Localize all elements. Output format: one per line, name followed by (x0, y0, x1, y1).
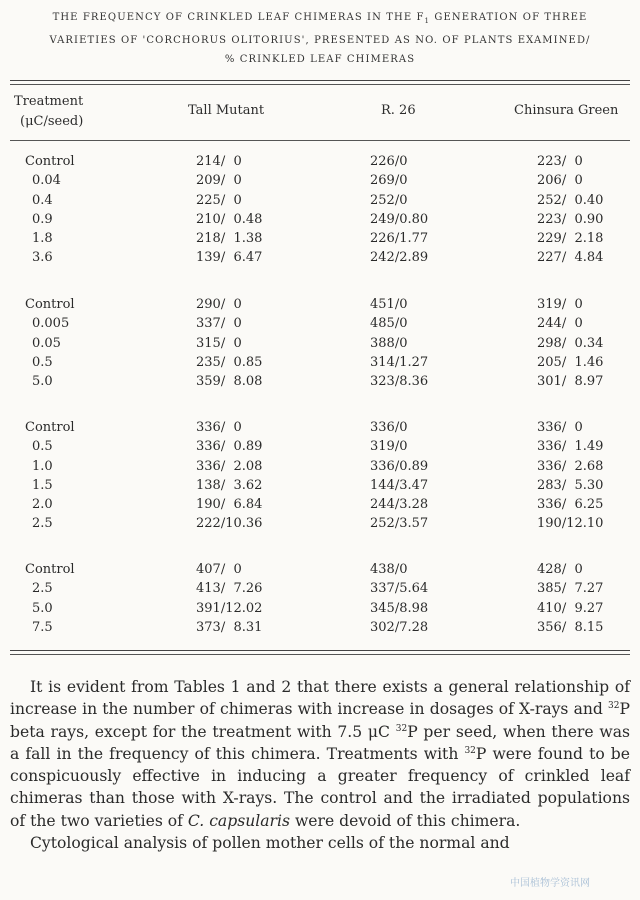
r26-cell: 144/3.47 (370, 477, 429, 493)
chinsura-green-cell: 301/ 8.97 (537, 374, 604, 390)
chinsura-green-cell: 244/ 0 (537, 316, 583, 332)
chinsura-green-cell: 336/ 2.68 (537, 458, 604, 474)
treatment-cell: 1.5 (32, 477, 53, 493)
table-row (0, 618, 640, 637)
treatment-cell: 2.5 (32, 516, 53, 532)
tall-mutant-cell: 373/ 8.31 (196, 619, 263, 635)
treatment-cell: Control (25, 562, 75, 577)
r26-cell: 323/8.36 (370, 374, 429, 390)
r26-cell: 252/3.57 (370, 516, 429, 532)
tall-mutant-cell: 315/ 0 (196, 335, 242, 351)
chinsura-green-cell: 252/ 0.40 (537, 192, 604, 208)
treatment-cell: 7.5 (32, 619, 53, 635)
treatment-cell: 0.05 (32, 335, 61, 351)
chinsura-green-cell: 229/ 2.18 (537, 231, 604, 247)
treatment-cell: Control (25, 297, 75, 312)
r26-cell: 249/0.80 (370, 211, 429, 227)
table-row (0, 579, 640, 598)
tall-mutant-cell: 190/ 6.84 (196, 497, 263, 513)
r26-cell: 242/2.89 (370, 250, 429, 266)
r26-cell: 337/5.64 (370, 581, 429, 597)
tall-mutant-cell: 209/ 0 (196, 173, 242, 189)
table-row (0, 476, 640, 495)
table-group-4 (0, 560, 640, 637)
chinsura-green-cell: 336/ 0 (537, 420, 583, 435)
r26-cell: 226/1.77 (370, 231, 429, 247)
chinsura-green-cell: 205/ 1.46 (537, 354, 604, 370)
table-group-2 (0, 295, 640, 391)
treatment-cell: 5.0 (32, 600, 53, 616)
table-bottom-rule (10, 650, 630, 651)
treatment-cell: 0.005 (32, 316, 70, 332)
table-row (0, 191, 640, 210)
r26-cell: 314/1.27 (370, 354, 429, 370)
tall-mutant-cell: 337/ 0 (196, 316, 242, 332)
chinsura-green-cell: 298/ 0.34 (537, 335, 604, 351)
treatment-cell: 1.0 (32, 458, 53, 474)
chinsura-green-cell: 410/ 9.27 (537, 600, 604, 616)
chinsura-green-cell: 190/12.10 (537, 516, 604, 532)
caption-line-3: % CRINKLED LEAF CHIMERAS (224, 54, 416, 65)
header-chinsura-green: Chinsura Green (514, 103, 619, 118)
caption-line-1: THE FREQUENCY OF CRINKLED LEAF CHIMERAS IN THE $F_1$ GENERATION OF THREE (52, 12, 588, 25)
treatment-cell: 2.5 (32, 581, 53, 597)
chinsura-green-cell: 206/ 0 (537, 173, 583, 189)
watermark: 中国植物学资讯网 (510, 878, 590, 889)
chinsura-green-cell: 385/ 7.27 (537, 581, 604, 597)
chinsura-green-cell: 223/ 0.90 (537, 211, 604, 227)
tall-mutant-cell: 290/ 0 (196, 297, 242, 312)
table-row (0, 560, 640, 579)
treatment-cell: 0.5 (32, 439, 53, 455)
treatment-cell: Control (25, 154, 75, 169)
tall-mutant-cell: 413/ 7.26 (196, 581, 263, 597)
table-row (0, 314, 640, 333)
table-top-rule (10, 80, 630, 81)
table-row (0, 457, 640, 476)
r26-cell: 244/3.28 (370, 497, 429, 513)
table-row (0, 418, 640, 437)
chinsura-green-cell: 428/ 0 (537, 562, 583, 577)
tall-mutant-cell: 214/ 0 (196, 154, 242, 169)
table-row (0, 210, 640, 229)
table-row (0, 334, 640, 353)
tall-mutant-cell: 138/ 3.62 (196, 477, 263, 493)
r26-cell: 269/0 (370, 173, 408, 189)
tall-mutant-cell: 359/ 8.08 (196, 374, 263, 390)
r26-cell: 345/8.98 (370, 600, 429, 616)
treatment-cell: Control (25, 420, 75, 435)
table-row (0, 514, 640, 533)
r26-cell: 252/0 (370, 192, 408, 208)
r26-cell: 388/0 (370, 335, 408, 351)
r26-cell: 336/0 (370, 420, 408, 435)
treatment-cell: 1.8 (32, 231, 53, 247)
tall-mutant-cell: 336/ 0 (196, 420, 242, 435)
chinsura-green-cell: 283/ 5.30 (537, 477, 604, 493)
tall-mutant-cell: 225/ 0 (196, 192, 242, 208)
table-row (0, 372, 640, 391)
table-row (0, 599, 640, 618)
body-text (10, 676, 630, 854)
table-row (0, 495, 640, 514)
treatment-cell: 0.04 (32, 173, 61, 189)
tall-mutant-cell: 391/12.02 (196, 600, 263, 616)
table-row (0, 353, 640, 372)
paragraph-2: Cytological analysis of pollen mother cells of the normal and (30, 834, 510, 853)
r26-cell: 336/0.89 (370, 458, 429, 474)
chinsura-green-cell: 336/ 1.49 (537, 439, 604, 455)
treatment-cell: 0.4 (32, 192, 53, 208)
chinsura-green-cell: 227/ 4.84 (537, 250, 604, 266)
table-group-1 (0, 152, 640, 268)
treatment-cell: 0.9 (32, 211, 53, 227)
chinsura-green-cell: 319/ 0 (537, 297, 583, 312)
r26-cell: 485/0 (370, 316, 408, 332)
tall-mutant-cell: 336/ 0.89 (196, 439, 263, 455)
chinsura-green-cell: 223/ 0 (537, 154, 583, 169)
table-row (0, 437, 640, 456)
tall-mutant-cell: 210/ 0.48 (196, 211, 263, 227)
table-row (0, 295, 640, 314)
table-group-3 (0, 418, 640, 534)
header-rule (10, 140, 630, 141)
tall-mutant-cell: 139/ 6.47 (196, 250, 263, 266)
chinsura-green-cell: 336/ 6.25 (537, 497, 604, 513)
r26-cell: 319/0 (370, 439, 408, 455)
tall-mutant-cell: 235/ 0.85 (196, 354, 263, 370)
table-row (0, 229, 640, 248)
treatment-cell: 0.5 (32, 354, 53, 370)
table-row (0, 248, 640, 267)
table-row (0, 171, 640, 190)
treatment-cell: 5.0 (32, 374, 53, 390)
table-row (0, 152, 640, 171)
r26-cell: 302/7.28 (370, 619, 429, 635)
chinsura-green-cell: 356/ 8.15 (537, 619, 604, 635)
treatment-cell: 3.6 (32, 250, 53, 266)
paragraph-1: It is evident from Tables 1 and 2 that there exists a general relationship of increase in the number of chimeras with increase in dosages of X-rays and $^{32}$P beta rays, except for the treatment with 7.5 μC $^{32}$P per seed, when there was a fall in the frequency of this chimera. Treatments with $^{32}$P were found to be conspicuously effective in inducing a greater frequency of crinkled leaf chimeras than those with X-rays. The control and the irradiated populations of the two varieties of C. capsularis were devoid of this chimera. (10, 678, 630, 830)
r26-cell: 438/0 (370, 562, 408, 577)
r26-cell: 451/0 (370, 297, 408, 312)
tall-mutant-cell: 336/ 2.08 (196, 458, 263, 474)
table-top-rule-2 (10, 84, 630, 85)
r26-cell: 226/0 (370, 154, 408, 169)
tall-mutant-cell: 218/ 1.38 (196, 231, 263, 247)
table-caption (10, 8, 630, 69)
table-bottom-rule-2 (10, 654, 630, 655)
header-tall-mutant: Tall Mutant (188, 103, 265, 118)
caption-line-2: VARIETIES OF 'CORCHORUS OLITORIUS', PRESENTED AS NO. OF PLANTS EXAMINED/ (49, 35, 591, 46)
header-r26: R. 26 (381, 103, 416, 118)
tall-mutant-cell: 222/10.36 (196, 516, 263, 532)
header-treatment: Treatment (μC/seed) (14, 94, 84, 129)
tall-mutant-cell: 407/ 0 (196, 562, 242, 577)
treatment-cell: 2.0 (32, 497, 53, 513)
